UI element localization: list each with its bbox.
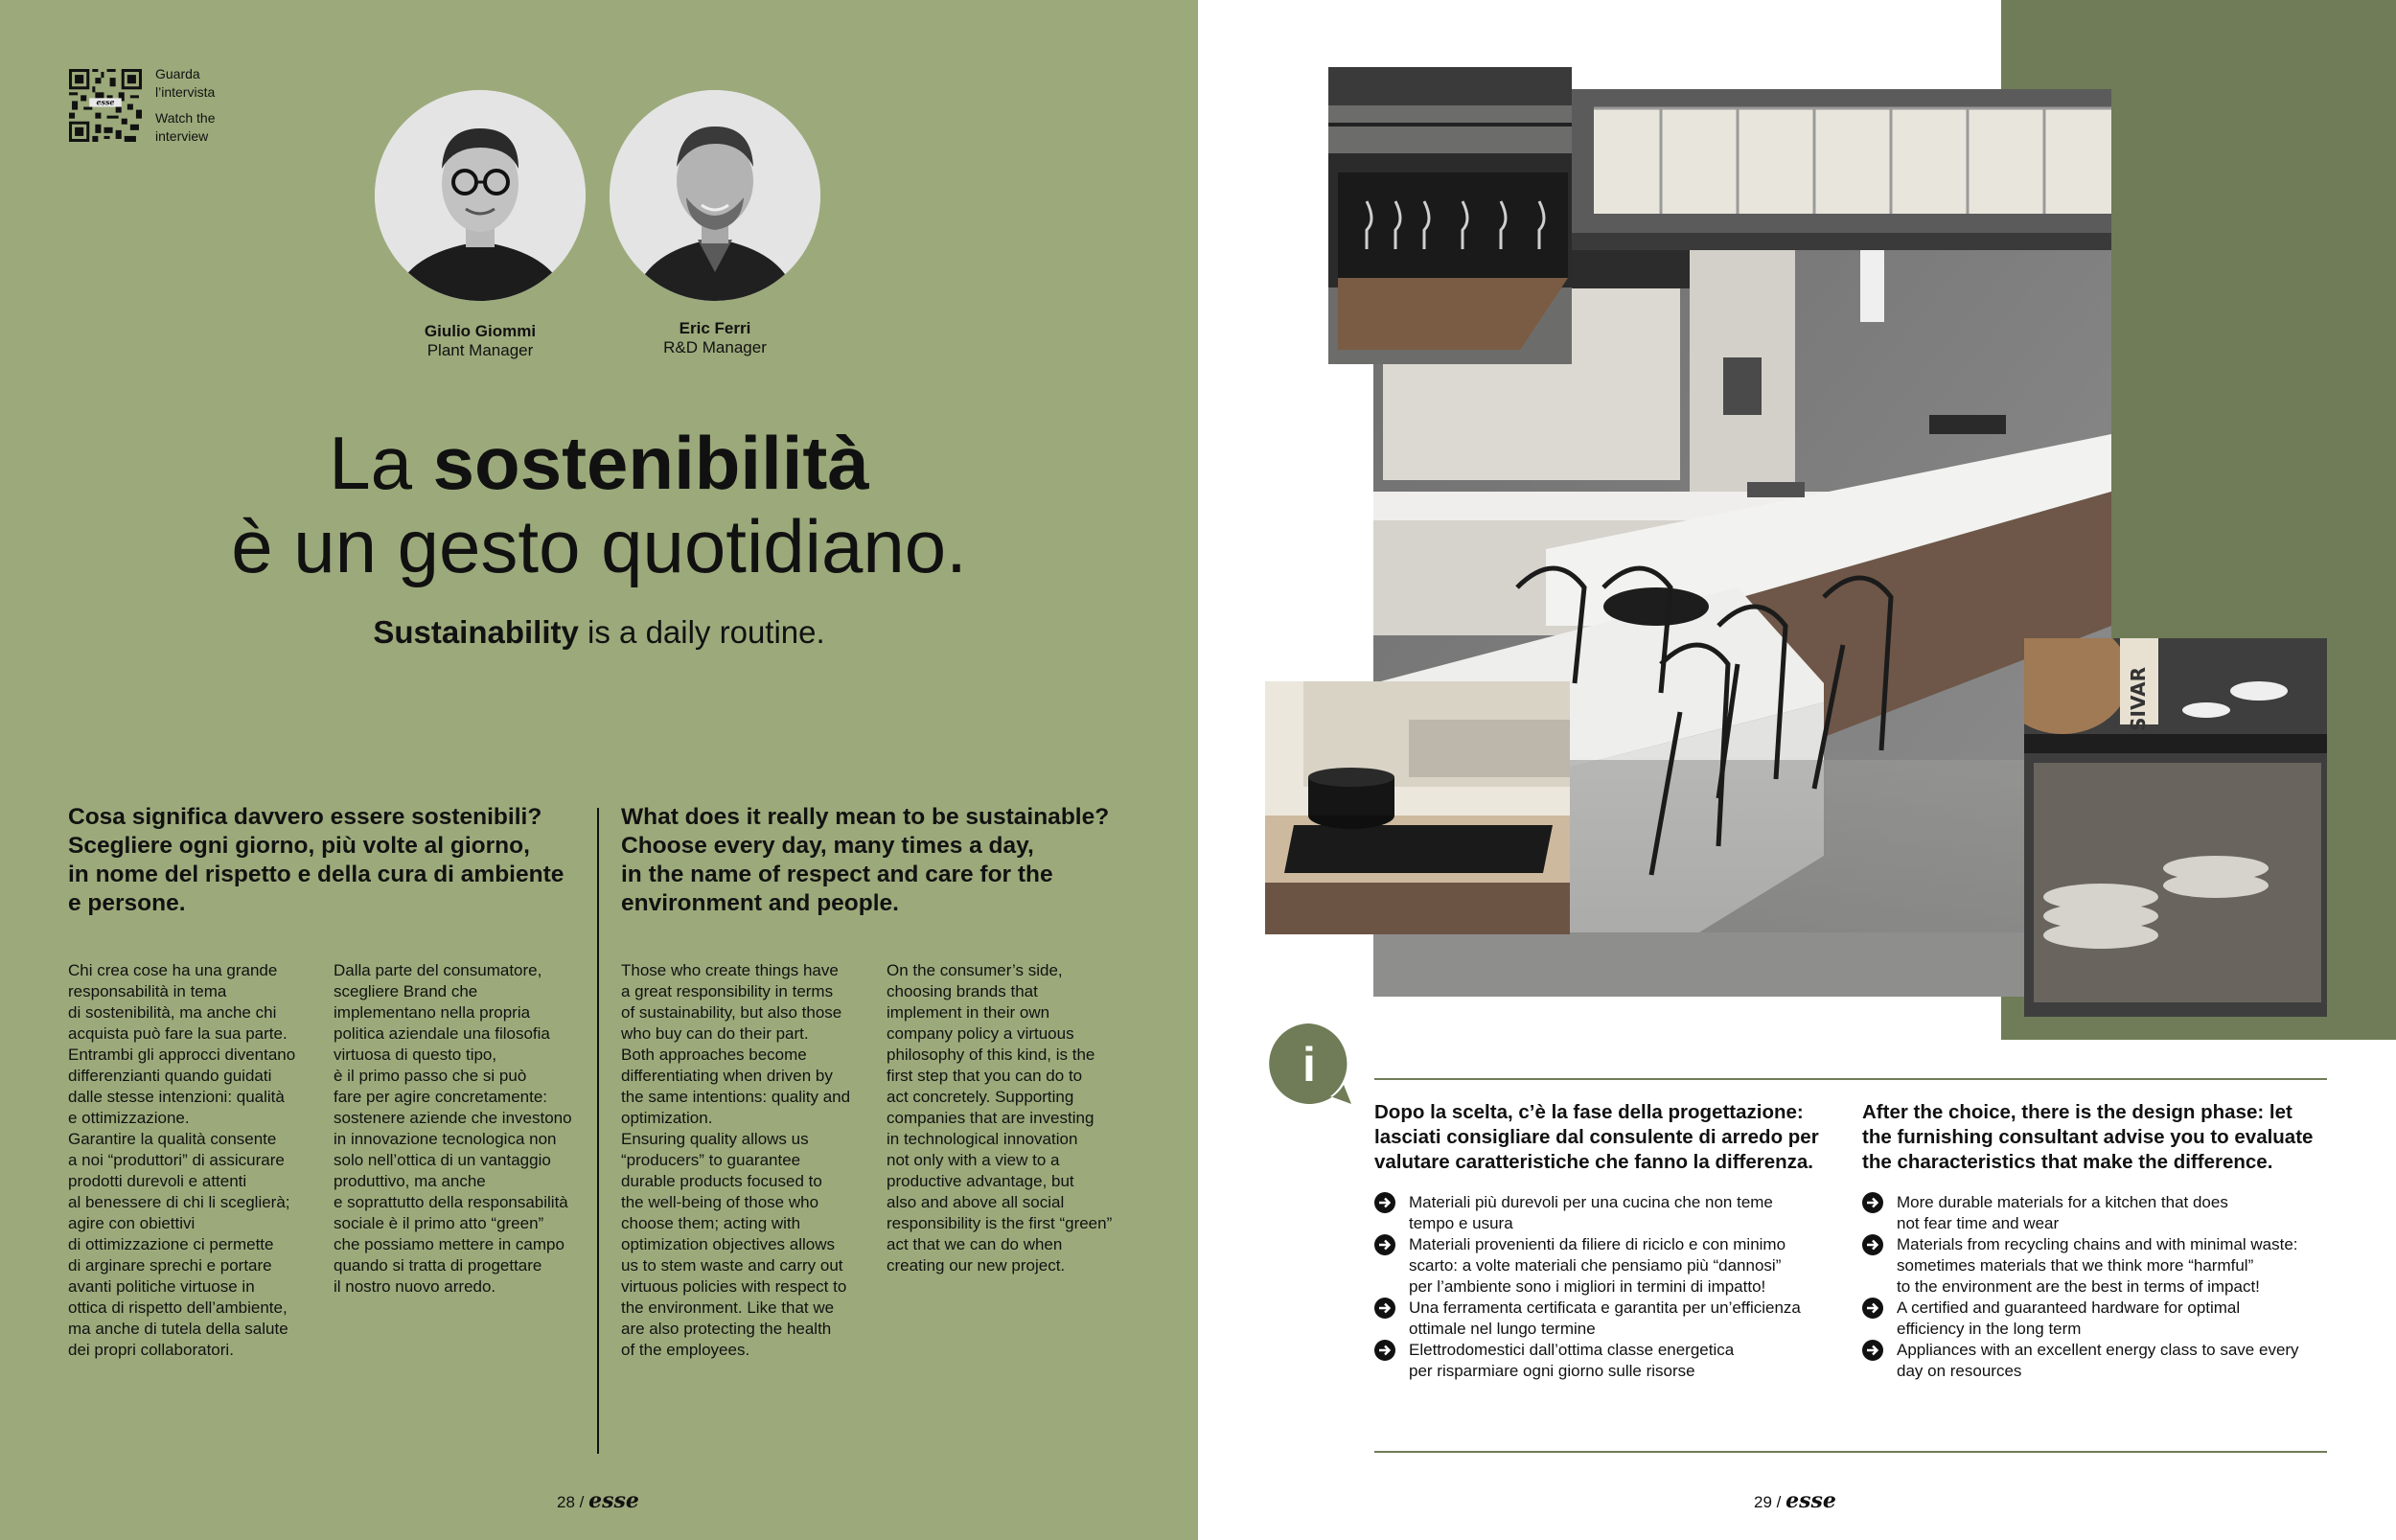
list-item: [1862, 1234, 2341, 1298]
arrow-right-icon: [1862, 1340, 1883, 1361]
qr-code-icon[interactable]: [69, 69, 142, 142]
brand-logo: esse: [588, 1488, 639, 1513]
bullet-text: Materials from recycling chains and with minimal waste: sometimes materials that we think more “harmful” to the environment are the best in terms of impact!: [1897, 1235, 2298, 1296]
qr-caption-line: Watch the: [155, 110, 216, 126]
list-item: [1374, 1234, 1854, 1298]
bullet-text: More durable materials for a kitchen that does not fear time and wear: [1897, 1193, 2228, 1232]
info-icon-letter: i: [1302, 1038, 1316, 1092]
qr-caption-it: [155, 65, 215, 102]
title-bold-text: sostenibilità: [432, 421, 869, 505]
body-english-col2: On the consumer’s side, choosing brands that implement in their own company policy a virtuous philosophy of this kind, is the first step that you can do to act concretely. Supporting companies that are investing in technological innovation not only with a view to a productive advantage, but also and above all social responsibility is the first “green” act that we can do when creating our new project.: [887, 961, 1113, 1275]
arrow-right-icon: [1374, 1340, 1395, 1361]
bullet-text: Elettrodomestici dall’ottima classe energetica per risparmiare ogni giorno sulle risorse: [1409, 1341, 1735, 1380]
subtitle: [0, 613, 1198, 652]
list-item: [1374, 1340, 1854, 1382]
bullet-text: Materiali provenienti da filiere di riciclo e con minimo scarto: a volte materiali che pensiamo più “dannosi” per l’ambiente sono i migliori in termini di impatto!: [1409, 1235, 1786, 1296]
info-heading-italian: Dopo la scelta, c’è la fase della progettazione: lasciati consigliare dal consulente di arredo per valutare caratteristiche che fanno la differenza.: [1374, 1101, 1819, 1173]
arrow-right-icon: [1374, 1192, 1395, 1213]
qr-caption-line: interview: [155, 128, 209, 144]
person-role: R&D Manager: [663, 338, 767, 356]
bullet-text: Materiali più durevoli per una cucina che non teme tempo e usura: [1409, 1193, 1773, 1232]
info-heading-english: After the choice, there is the design phase: let the furnishing consultant advise you to evaluate the characteristics that make the difference.: [1862, 1101, 2314, 1173]
list-item: [1862, 1192, 2341, 1234]
arrow-right-icon: [1862, 1192, 1883, 1213]
svg-text:esse: esse: [96, 98, 115, 107]
list-item: [1862, 1340, 2341, 1382]
title-text: La: [329, 421, 433, 505]
list-item: [1374, 1192, 1854, 1234]
arrow-right-icon: [1862, 1234, 1883, 1255]
bullet-text: Una ferramenta certificata e garantita per un’efficienza ottimale nel lungo termine: [1409, 1299, 1801, 1338]
brand-logo: esse: [1785, 1488, 1836, 1513]
arrow-right-icon: [1374, 1298, 1395, 1319]
list-item: [1374, 1298, 1854, 1340]
lead-italian: Cosa significa davvero essere sostenibili? Scegliere ogni giorno, più volte al giorno, in nome del rispetto e della cura di ambiente e persone.: [68, 804, 564, 916]
arrow-right-icon: [1374, 1234, 1395, 1255]
bullet-text: Appliances with an excellent energy class to save every day on resources: [1897, 1341, 2299, 1380]
lead-english: What does it really mean to be sustainable? Choose every day, many times a day, in the name of respect and care for the environment and people.: [621, 804, 1110, 916]
page-number: 28 /: [557, 1493, 585, 1511]
subtitle-bold: Sustainability: [373, 614, 579, 650]
person-role: Plant Manager: [426, 341, 534, 359]
box-label-text: SIVAR: [2127, 667, 2150, 731]
bullet-text: A certified and guaranteed hardware for optimal efficiency in the long term: [1897, 1299, 2241, 1338]
list-item: [1862, 1298, 2341, 1340]
page-title: [0, 420, 1198, 506]
page-number-right: [1754, 1488, 1836, 1513]
column-divider: [597, 808, 599, 1454]
qr-caption-line: l’intervista: [155, 84, 216, 100]
page-number-left: [557, 1488, 639, 1513]
page-number: 29 /: [1754, 1493, 1782, 1511]
portrait-eric-ferri: [610, 90, 820, 301]
drawer-plates-photo: [2024, 638, 2327, 1017]
person-name: Eric Ferri: [679, 319, 751, 337]
body-italian-col1: Chi crea cose ha una grande responsabilità in tema di sostenibilità, ma anche chi acquista può fare la sua parte. Entrambi gli approcci diventano differenzianti quando guidati dalle stesse intenzioni: qualità e ottimizzazione. Garantire la qualità consente a noi “produttori” di assicurare prodotti durevoli e attenti al benessere di chi li sceglierà; agire con obiettivi di ottimizzazione ci permette di arginare sprechi e portare avanti politiche virtuose in ottica di rispetto dell’ambiente, ma anche di tutela della salute dei propri collaboratori.: [68, 961, 296, 1359]
cooktop-photo: [1265, 681, 1570, 934]
subtitle-text: is a daily routine.: [578, 614, 825, 650]
portrait-giulio-giommi: [375, 90, 586, 301]
wine-glasses-cabinet-photo: [1328, 67, 1572, 364]
page-title-line2: è un gesto quotidiano.: [231, 504, 967, 588]
person-name: Giulio Giommi: [424, 322, 537, 340]
info-bullets-italian: [1374, 1192, 1854, 1382]
body-english-col1: Those who create things have a great responsibility in terms of sustainability, but also those who buy can do their part. Both approaches become differentiating when driven by the same intentions: quality and optimization. Ensuring quality allows us “producers” to guarantee durable products focused to the well-being of those who choose them; acting with optimization objectives allows us to stem waste and carry out virtuous policies with respect to the environment. Like that we are also protecting the health of the employees.: [621, 961, 851, 1359]
qr-caption-line: Guarda: [155, 66, 200, 81]
info-icon: [1267, 1022, 1351, 1106]
info-bullets-english: [1862, 1192, 2341, 1382]
arrow-right-icon: [1862, 1298, 1883, 1319]
body-italian-col2: Dalla parte del consumatore, scegliere Brand che implementano nella propria politica aziendale una filosofia virtuosa di questo tipo, è il primo passo che si può fare per agire concretamente: sostenere aziende che investono in innovazione tecnologica non solo nell’ottica di un vantaggio produttivo, ma anche e soprattutto della responsabilità sociale è il primo atto “green” che possiamo mettere in campo quando si tratta di progettare il nostro nuovo arredo.: [334, 961, 572, 1296]
qr-caption-en: [155, 109, 216, 146]
info-top-rule: [1374, 1078, 2327, 1080]
info-bottom-rule: [1374, 1451, 2327, 1453]
